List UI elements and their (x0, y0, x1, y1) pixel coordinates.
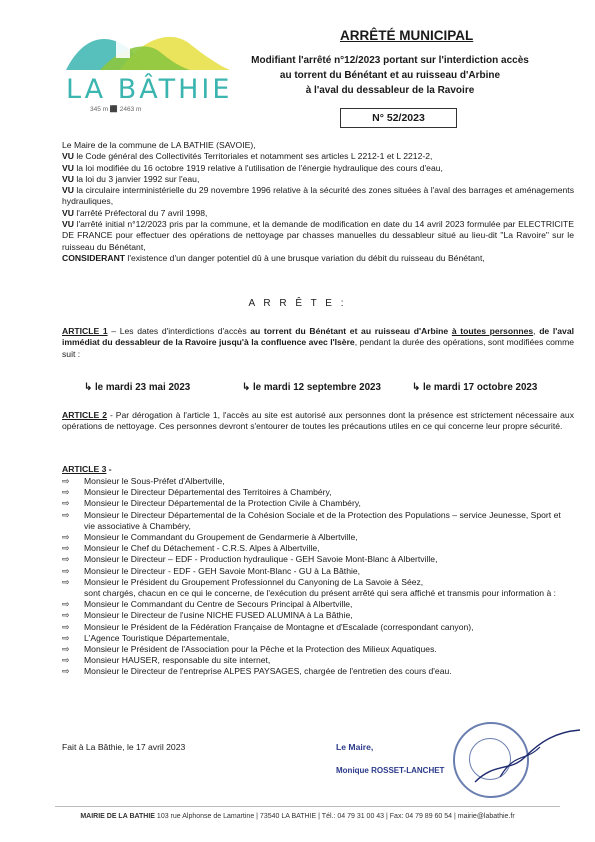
article-1-label: ARTICLE 1 (62, 326, 108, 336)
list-item: ⇨ Monsieur le Directeur de l'entreprise ALPES PAYSAGES, chargée de l'entretien des cours d'eau. (62, 666, 452, 677)
document-title: ARRÊTÉ MUNICIPAL (340, 28, 474, 43)
arrow-icon: ↳ (242, 382, 253, 393)
arrow-icon: ⇨ (62, 610, 70, 621)
list-item: ⇨ Monsieur le Commandant du Groupement de Gendarmerie à Albertville, (62, 532, 358, 543)
list-item: ⇨ Monsieur HAUSER, responsable du site internet, (62, 655, 271, 666)
charged-text: sont chargés, chacun en ce qui le concerne, de l'exécution du présent arrêté qui sera affiché et transmis pour information à : (84, 588, 557, 599)
vu-line: VU la circulaire interministérielle du 29 novembre 1996 relative à la sécurité des zones situées à l'aval des barrages et aménagements hydrauliques, (62, 185, 574, 207)
list-item: ⇨ Monsieur le Président de l'Association pour la Pêche et la Protection des Milieux Aquatiques. (62, 644, 437, 655)
document-subtitle (230, 53, 550, 98)
signatory-name: Monique ROSSET-LANCHET (336, 766, 445, 775)
subtitle-line: au torrent du Bénétant et au ruisseau d'Arbine (279, 70, 501, 81)
arrow-icon: ⇨ (62, 655, 70, 666)
logo-wordmark: LA BÂTHIE (66, 74, 233, 105)
arrow-icon: ⇨ (62, 498, 70, 509)
arrow-icon: ⇨ (62, 644, 70, 655)
logo-altitudes: 345 m ⬛ 2463 m (90, 106, 142, 113)
article-3-label: ARTICLE 3 (62, 464, 107, 474)
date-item: ↳ le mardi 23 mai 2023 (84, 382, 191, 393)
list-item: ⇨ Monsieur le Chef du Détachement - C.R.S. Alpes à Albertville, (62, 543, 320, 554)
list-item: ⇨ Monsieur le Sous-Préfet d'Albertville, (62, 476, 225, 486)
date-item: ↳ le mardi 17 octobre 2023 (412, 382, 538, 393)
arrow-icon: ⇨ (62, 554, 70, 565)
arrete-number: N° 52/2023 (340, 108, 457, 128)
arrow-icon: ⇨ (62, 565, 70, 576)
list-item: ⇨ Monsieur le Directeur - EDF - GEH Savoie Mont-Blanc - GU à La Bâthie, (62, 565, 361, 576)
subtitle-line: à l'aval du dessableur de la Ravoire (305, 85, 475, 96)
footer-divider (55, 806, 560, 807)
list-item: ⇨ Monsieur le Directeur – EDF - Production hydraulique - GEH Savoie Mont-Blanc à Albertville, (62, 554, 438, 565)
commune-logo (60, 22, 238, 117)
list-item: ⇨ Monsieur le Commandant du Centre de Secours Principal à Albertville, (62, 599, 353, 610)
place-date: Fait à La Bâthie, le 17 avril 2023 (62, 742, 186, 752)
list-item: ⇨ Monsieur le Directeur Départemental de la Cohésion Sociale et de la Protection des Populations – service Jeunesse, Sport et vie associative à Chambéry, (62, 509, 561, 531)
vu-line: VU le Code général des Collectivités Territoriales et notamment ses articles L 2212-1 et L 2212-2, (62, 151, 433, 162)
list-item: ⇨ Monsieur le Président du Groupement Professionnel du Canyoning de La Savoie à Séez, (62, 576, 424, 587)
arrow-icon: ⇨ (62, 599, 70, 610)
arrow-icon: ⇨ (62, 532, 70, 543)
article-3-list (62, 476, 574, 678)
vu-line: VU la loi du 3 janvier 1992 sur l'eau, (62, 173, 200, 184)
vu-line: VU la loi modifiée du 16 octobre 1919 relative à l'utilisation de l'énergie hydraulique des cours d'eau, (62, 162, 443, 173)
article-2: ARTICLE 2 - Par dérogation à l'article 1, l'accès au site est autorisé aux personnes dont la présence est strictement nécessaire aux opérations de nettoyage. Ces personnes devront s'entourer de toutes les précautions utiles en ce qui concerne leur propre sécurité. (62, 410, 575, 432)
arrow-icon: ↳ (412, 382, 423, 393)
arrow-icon: ⇨ (62, 476, 70, 486)
list-item: ⇨ L'Agence Touristique Départementale, (62, 632, 230, 643)
arrow-icon: ⇨ (62, 509, 70, 520)
subtitle-line: Modifiant l'arrêté n°12/2023 portant sur l'interdiction accès (251, 55, 529, 66)
considerant-line: CONSIDERANT l'existence d'un danger potentiel dû à une brusque variation du débit du ruisseau du Bénétant, (62, 252, 485, 263)
vu-line: VU l'arrêté initial n°12/2023 pris par la commune, et la demande de modification en date du 14 avril 2023 formulée par ELECTRICITE DE FRANCE pour effectuer des opérations de nettoyage par chasses manuelles du dessableur situé au lieu-dit "La Ravoire" sur le ruisseau du Bénétant, (62, 219, 574, 252)
list-item: ⇨ Monsieur le Directeur de l'usine NICHE FUSED ALUMINA à La Bâthie, (62, 610, 353, 621)
arrow-icon: ⇨ (62, 666, 70, 677)
arrow-icon: ⇨ (62, 487, 70, 498)
article-3-heading: ARTICLE 3 - (62, 464, 112, 474)
vu-line: VU l'arrêté Préfectoral du 7 avril 1998, (62, 207, 208, 218)
list-item: ⇨ Monsieur le Directeur Départemental de la Protection Civile à Chambéry, (62, 498, 361, 509)
list-item: ⇨ Monsieur le Directeur Départemental des Territoires à Chambéry, (62, 487, 332, 498)
list-item: ⇨ Monsieur le Président de la Fédération Française de Montagne et d'Escalade (correspondant canyon), (62, 621, 474, 632)
footer: MAIRIE DE LA BATHIE 103 rue Alphonse de Lamartine | 73540 LA BATHIE | Tél.: 04 79 31 00 43 | Fax: 04 79 89 60 54 | mairie@labathie.fr (80, 813, 515, 820)
arrow-icon: ⇨ (62, 621, 70, 632)
preamble (62, 140, 574, 264)
arrow-icon: ⇨ (62, 632, 70, 643)
date-item: ↳ le mardi 12 septembre 2023 (242, 382, 381, 393)
arrow-icon: ↳ (84, 382, 95, 393)
article-2-label: ARTICLE 2 (62, 410, 107, 420)
signatory-role: Le Maire, (336, 742, 374, 752)
arrow-icon: ⇨ (62, 543, 70, 554)
article-1: ARTICLE 1 – Les dates d'interdictions d'accès au torrent du Bénétant et au ruisseau d'Arbine à toutes personnes, de l'aval immédiat du dessableur de la Ravoire jusqu'à la confluence avec l'Isère, pendant la durée des opérations, sont modifiées comme suit : (62, 326, 575, 359)
logo-mountains-icon (60, 22, 238, 82)
arrete-heading: A R R Ê T E : (248, 298, 347, 309)
arrow-icon: ⇨ (62, 576, 70, 587)
preamble-intro: Le Maire de la commune de LA BATHIE (SAVOIE), (62, 140, 256, 150)
signature-scribble-icon (470, 722, 590, 792)
